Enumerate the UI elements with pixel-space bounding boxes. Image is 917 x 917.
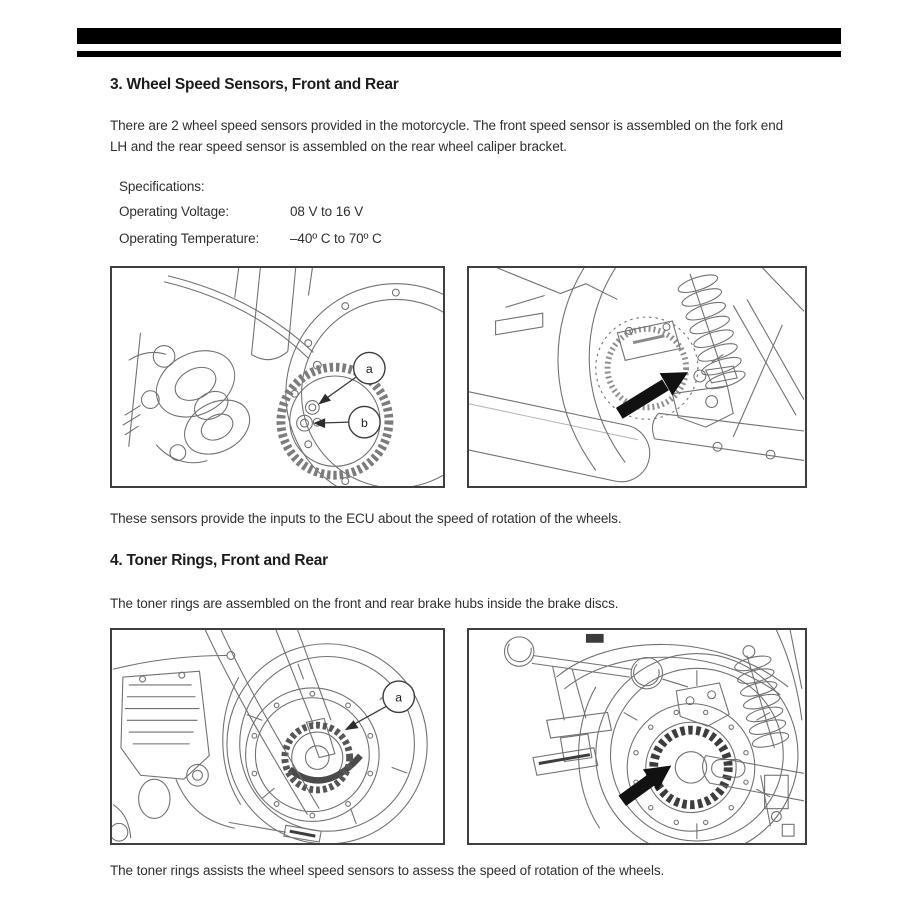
intro-line-1: There are 2 wheel speed sensors provided in the motorcycle. The front speed sensor is assembled on the fork end — [110, 118, 784, 133]
intro-line-2: LH and the rear speed sensor is assembled on the rear wheel caliper bracket. — [110, 138, 567, 154]
callout-badge-a — [383, 681, 414, 712]
figure-rear-toner-ring — [467, 628, 807, 845]
callout-arrow-a — [323, 376, 357, 401]
spec-label: Operating Voltage: — [119, 204, 230, 219]
front-toner-ring-illustration — [112, 630, 443, 843]
header-rule-thick — [77, 28, 841, 44]
specifications-title-row — [119, 179, 205, 194]
callout-letter-a: a — [365, 362, 373, 377]
spec-value: –40º C to 70º C — [290, 231, 382, 246]
callout-badge-a — [354, 352, 385, 383]
rear-wheel-speed-sensor-illustration — [469, 268, 805, 486]
spec-row-operating-voltage — [119, 204, 363, 219]
header-rule-thin — [77, 51, 841, 57]
front-wheel-speed-sensor-illustration — [112, 268, 443, 486]
toner-rings-summary: The toner rings assists the wheel speed sensors to assess the speed of rotation of the wheels. — [110, 863, 665, 878]
callout-badge-b — [349, 406, 380, 437]
wheel-sensors-intro — [110, 116, 783, 157]
figure-front-toner-ring — [110, 628, 445, 845]
callout-letter-a: a — [395, 690, 403, 705]
section-heading-toner-rings: 4. Toner Rings, Front and Rear — [110, 552, 328, 569]
spec-label: Operating Temperature: — [119, 231, 260, 246]
section-heading-wheel-speed-sensors: 3. Wheel Speed Sensors, Front and Rear — [110, 76, 399, 93]
toner-rings-intro: The toner rings are assembled on the front and rear brake hubs inside the brake discs. — [110, 596, 619, 611]
spec-row-operating-temperature — [119, 231, 382, 246]
rear-toner-ring-illustration — [469, 630, 805, 843]
specifications-title: Specifications: — [119, 179, 205, 194]
wheel-sensors-summary: These sensors provide the inputs to the ECU about the speed of rotation of the wheels. — [110, 511, 622, 526]
callout-letter-b: b — [360, 416, 368, 431]
spec-value: 08 V to 16 V — [290, 204, 364, 219]
figure-rear-wheel-speed-sensor — [467, 266, 807, 488]
figure-front-wheel-speed-sensor — [110, 266, 445, 488]
